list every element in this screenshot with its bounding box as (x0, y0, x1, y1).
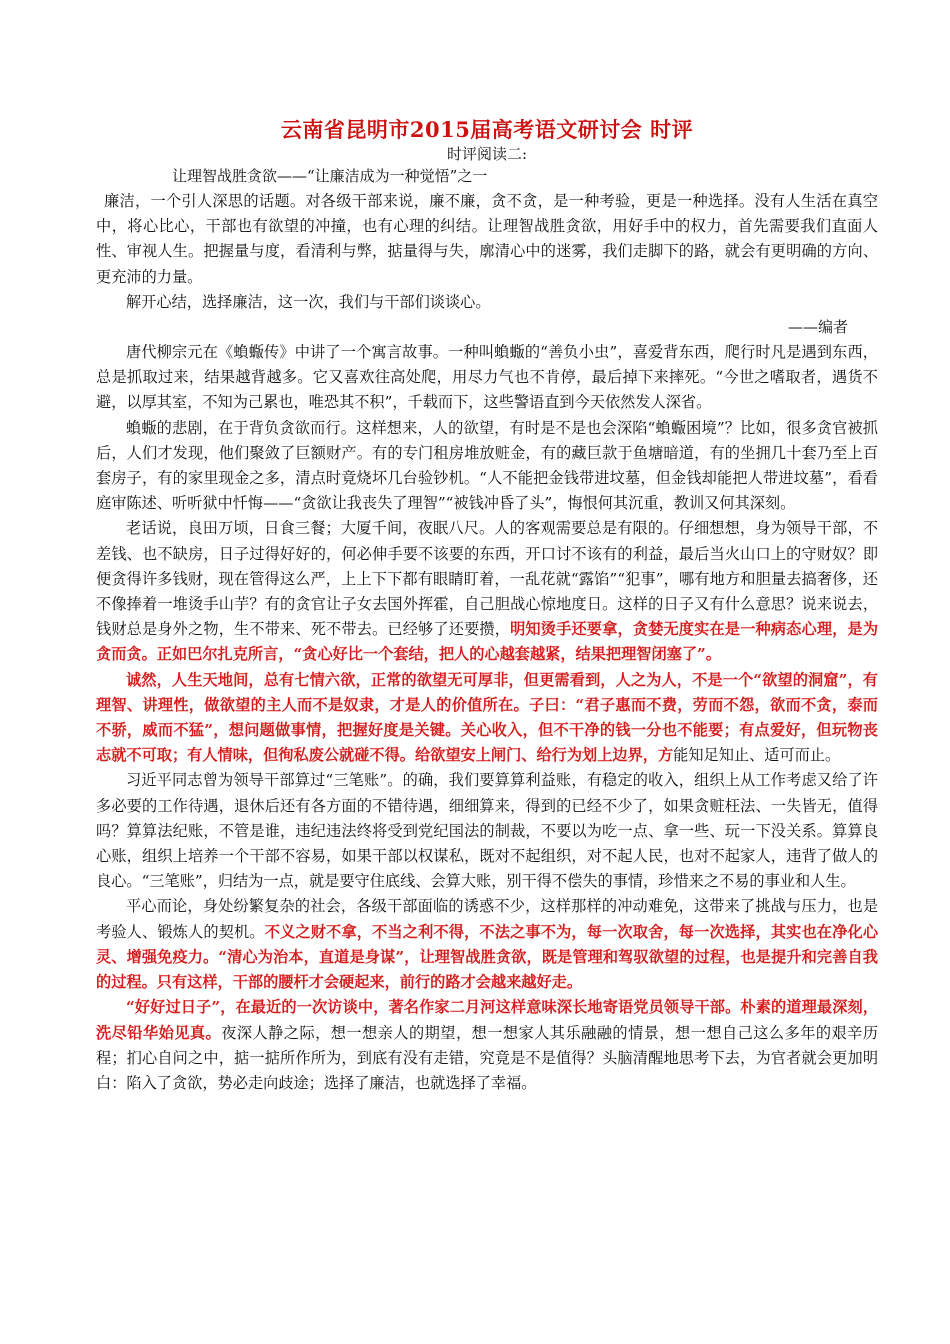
document-page (96, 116, 878, 1096)
paragraph-text: 老话说，良田万顷，日食三餐；大厦千间，夜眠八尺。人的客观需要总是有限的。仔细想想，身为领导干部，不差钱、也不缺房，日子过得好好的，何必伸手要不该要的东西，开口讨不该有的利益，最后当火山口上的守财奴？即便贪得许多钱财，现在管得这么严，上上下下都有眼睛盯着，一乱花就“露馅”“犯事”，哪有地方和胆量去搞奢侈，还不像捧着一堆烫手山芋？有的贪官让子女去国外挥霍，自己胆战心惊地度日。这样的日子又有什么意思？说来说去，钱财总是身外之物，生不带来、死不带去。已经够了还要攒， (96, 519, 878, 639)
paragraph-text: 平心而论，身处纷繁复杂的社会，各级干部面临的诱惑不少，这样那样的冲动难免，这带来了挑战与压力，也是考验人、锻炼人的契机。 (96, 897, 878, 941)
body-paragraph-6 (96, 894, 878, 995)
body-paragraph-5: 习近平同志曾为领导干部算过“三笔账”。的确，我们要算算利益账，有稳定的收入，组织上从工作考虑又给了许多必要的工作待遇，退休后还有各方面的不错待遇，细细算来，得到的已经不少了，如果贪赃枉法、一失皆无，值得吗？算算法纪账，不管是谁，违纪违法终将受到党纪国法的制裁，不要以为吃一点、拿一些、玩一下没关系。算算良心账，组织上培养一个干部不容易，如果干部以权谋私，既对不起组织，对不起人民，也对不起家人，违背了做人的良心。“三笔账”，归结为一点，就是要守住底线、会算大账，别干得不偿失的事情，珍惜来之不易的事业和人生。 (96, 771, 878, 891)
highlighted-text: 诚然，人生天地间，总有七情六欲，正常的欲望无可厚非，但更需看到，人之为人，不是一个“欲望的洞窟”，有理智、讲理性，做欲望的主人而不是奴隶，才是人的价值所在。子曰：“君子惠而不费，劳而不怨，欲而不贪，泰而不骄，威而不猛”，想问题做事情，把握好度是关键。关心收入，但不干净的钱一分也不能要；有点爱好，但玩物丧志就不可取；有人情味，但徇私废公就碰不得。给欲望安上闸门、给行为划上边界，方 (96, 670, 878, 765)
paragraph-text: 能知足知止、适可而止。 (673, 746, 841, 765)
article-lead-title: 让理智战胜贪欲——“让廉洁成为一种觉悟”之一 (172, 167, 488, 185)
document-subtitle: 时评阅读二: (446, 145, 528, 163)
body-paragraph-4 (96, 668, 878, 769)
highlighted-text: 不义之财不拿，不当之利不得，不法之事不为，每一次取舍，每一次选择，其实也在净化心灵、增强免疫力。“清心为治本，直道是身谋”，让理智战胜贪欲，既是管理和驾驭欲望的过程，也是提升和完善自我的过程。只有这样，干部的腰杆才会硬起来，前行的路才会越来越好走。 (96, 922, 879, 992)
highlighted-text: “好好过日子”，在最近的一次访谈中，著名作家二月河这样意味深长地寄语党员领导干部。朴素的道理最深刻，洗尽铅华始见真。 (96, 998, 878, 1042)
highlighted-text: 明知烫手还要拿，贪婪无度实在是一种病态心理，是为贪而贪。正如巴尔扎克所言，“贪心好比一个套结，把人的心越套越紧，结果把理智闭塞了”。 (96, 620, 879, 664)
body-paragraph-1: 唐代柳宗元在《蝜蝂传》中讲了一个寓言故事。一种叫蝜蝂的“善负小虫”，喜爱背东西，爬行时凡是遇到东西，总是抓取过来，结果越背越多。它又喜欢往高处爬，用尽力气也不肯停，最后掉下来摔死。“今世之嗜取者，遇货不避，以厚其室，不知为己累也，唯恐其不积”，千载而下，这些警语直到今天依然发人深省。 (96, 343, 878, 412)
intro-paragraph-1: 廉洁，一个引人深思的话题。对各级干部来说，廉不廉，贪不贪，是一种考验，更是一种选择。没有人生活在真空中，将心比心，干部也有欲望的冲撞，也有心理的纠结。让理智战胜贪欲，用好手中的权力，首先需要我们直面人性、审视人生。把握量与度，看清利与弊，掂量得与失，廓清心中的迷雾，我们走脚下的路，就会有更明确的方向、更充沛的力量。 (96, 192, 878, 286)
intro-paragraph-2: 解开心结，选择廉洁，这一次，我们与干部们谈谈心。 (126, 292, 491, 311)
body-paragraph-3 (96, 516, 878, 667)
document-title: 云南省昆明市2015届高考语文研讨会 时评 (280, 117, 694, 142)
body-paragraph-7 (96, 995, 878, 1096)
editor-signature: ——编者 (787, 318, 848, 337)
body-paragraph-2: 蝜蝂的悲剧，在于背负贪欲而行。这样想来，人的欲望，有时是不是也会深陷“蝜蝂困境”？比如，很多贪官被抓后，人们才发现，他们聚敛了巨额财产。有的专门租房堆放赃金，有的藏巨款于鱼塘暗道，有的坐拥几十套乃至上百套房子，有的家里现金之多，清点时竟烧坏几台验钞机。“人不能把金钱带进坟墓，但金钱却能把人带进坟墓”，看看庭审陈述、听听狱中忏悔——“贪欲让我丧失了理智”“被钱冲昏了头”，悔恨何其沉重，教训又何其深刻。 (96, 418, 878, 513)
paragraph-text: 夜深人静之际，想一想亲人的期望，想一想家人其乐融融的情景，想一想自己这么多年的艰辛历程；扪心自问之中，掂一掂所作所为，到底有没有走错，究竟是不是值得？头脑清醒地思考下去，为官者就会更加明白：陷入了贪欲，势必走向歧途；选择了廉洁，也就选择了幸福。 (96, 1023, 879, 1092)
